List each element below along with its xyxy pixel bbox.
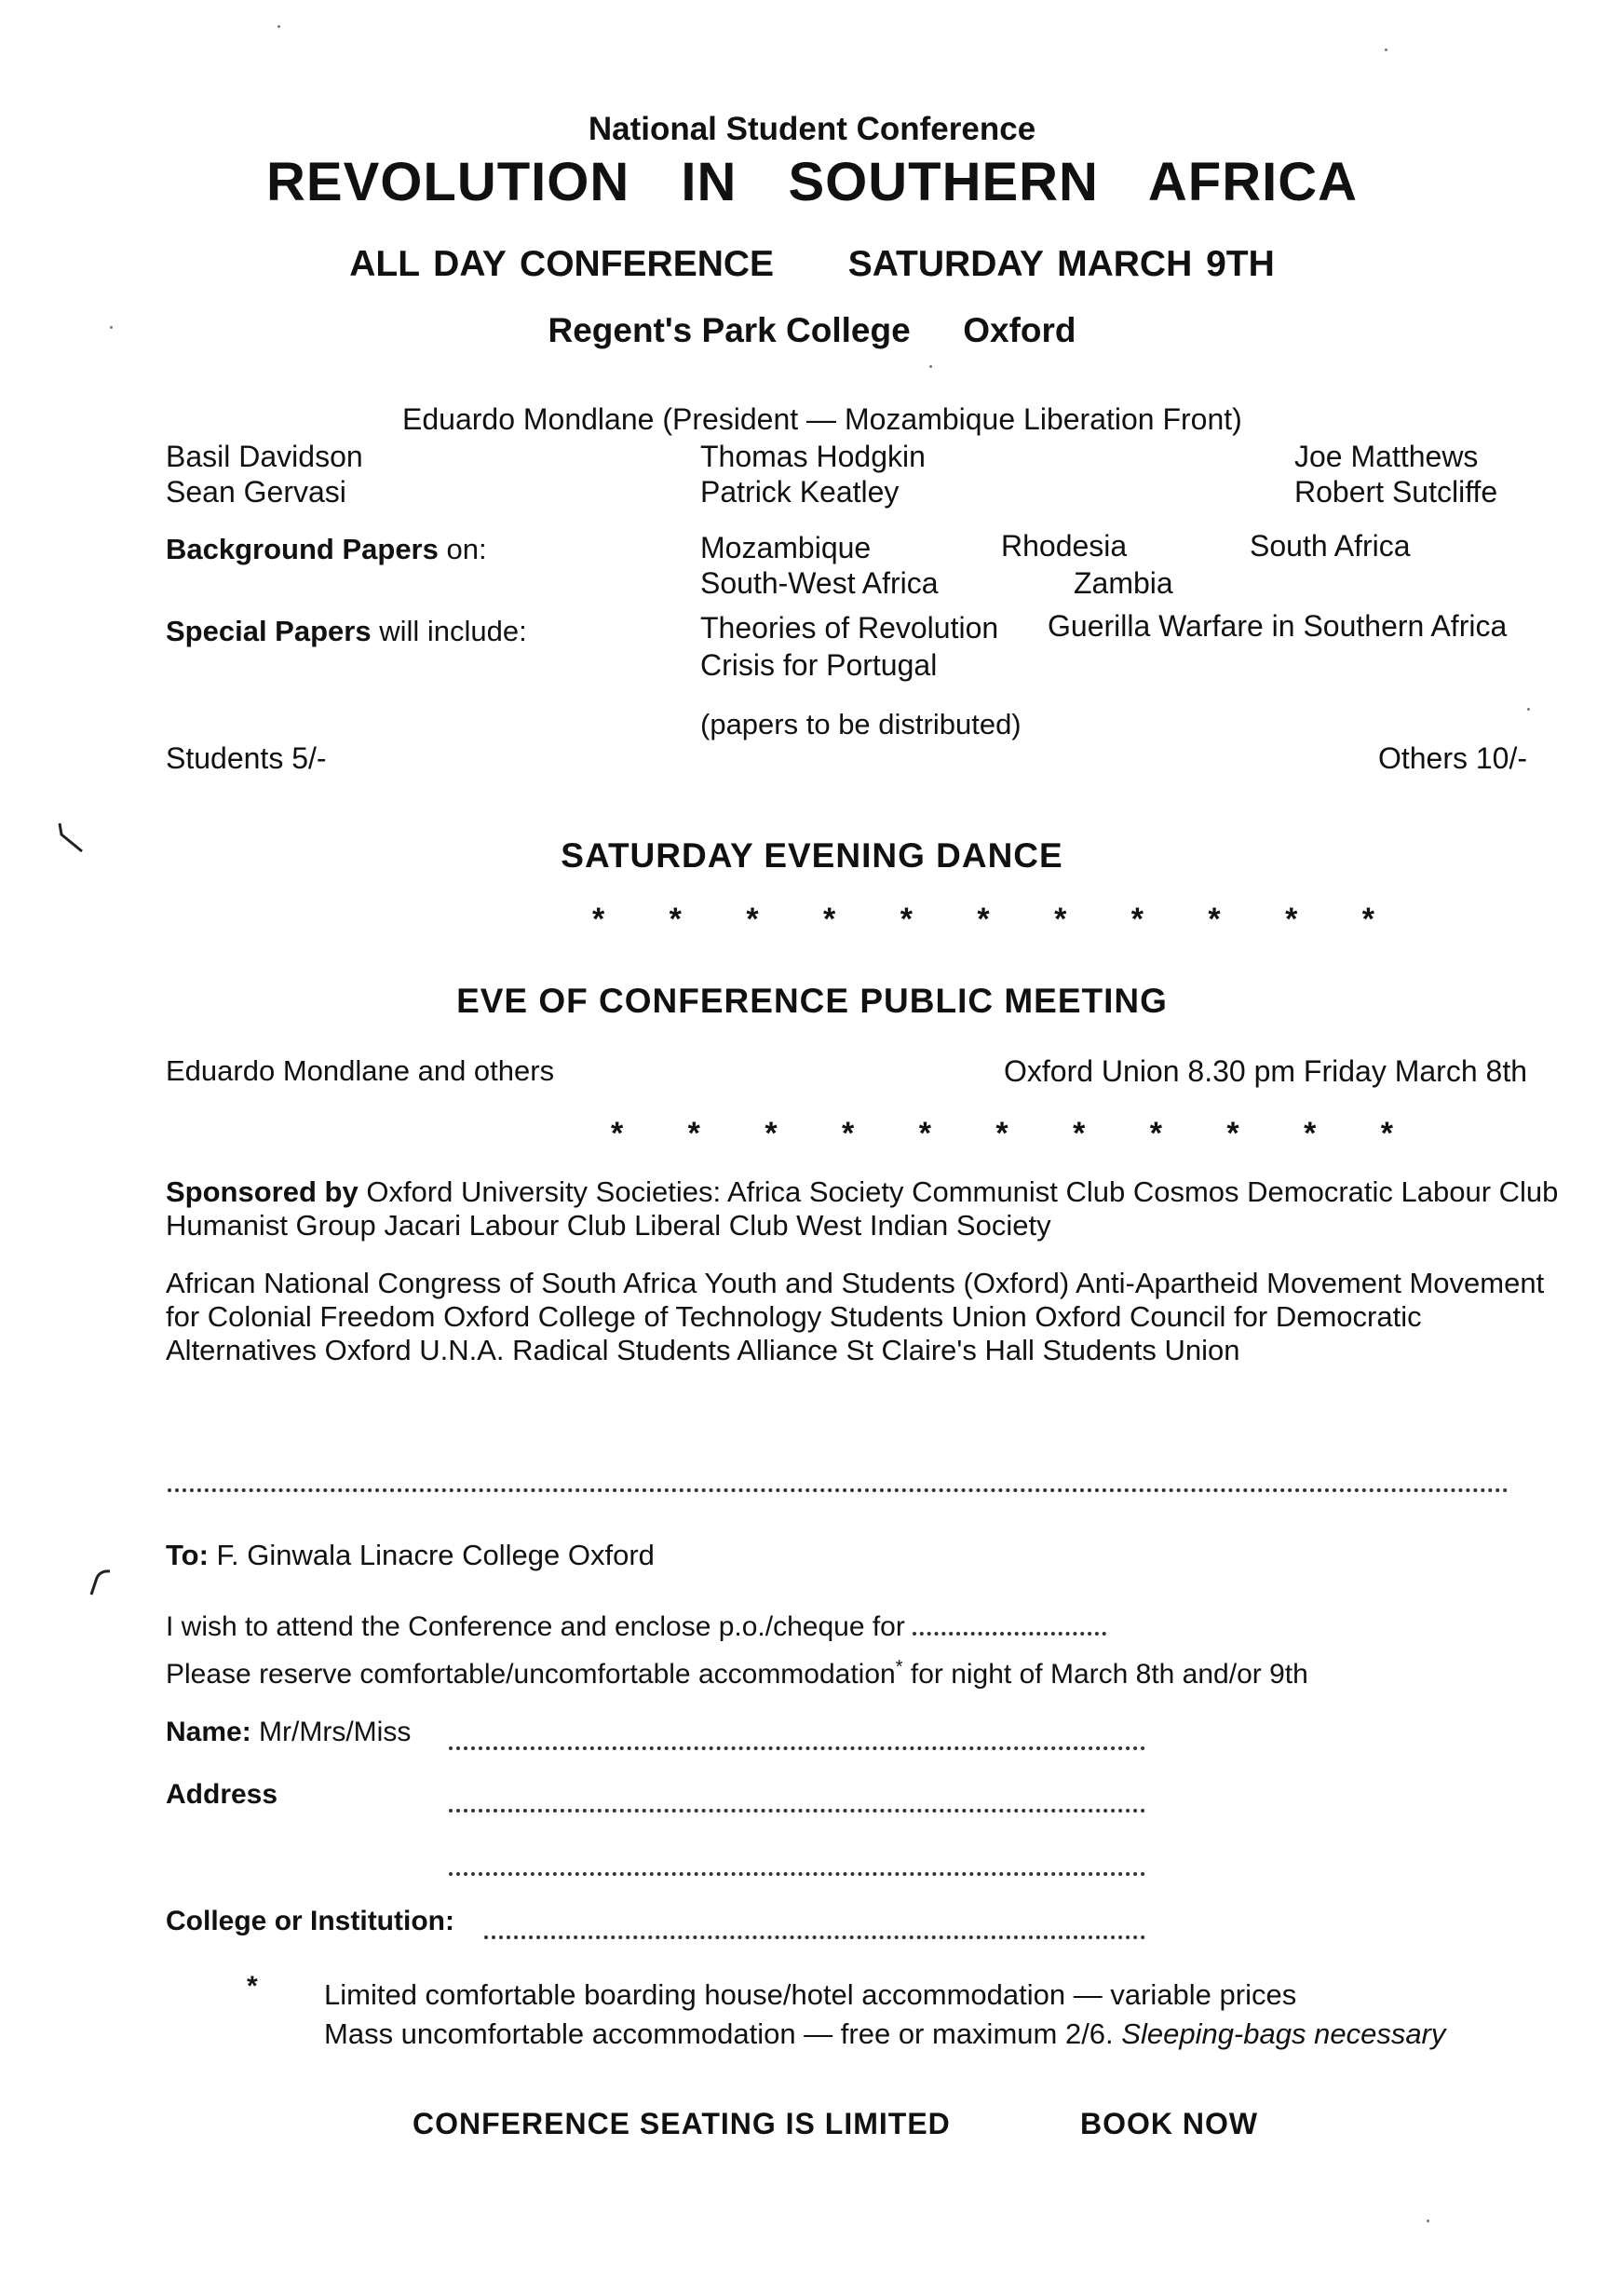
college-field[interactable]: [484, 1911, 1145, 1939]
venue-city: Oxford: [963, 311, 1076, 349]
venue-college: Regent's Park College: [548, 311, 911, 349]
paper-south-west-africa: South-West Africa: [700, 566, 939, 600]
footnote-mark: *: [247, 1971, 258, 2002]
paper-theories: Theories of Revolution: [700, 611, 999, 645]
sleeping-bags-note: Sleeping-bags necessary: [1121, 2017, 1446, 2050]
print-speck: [929, 365, 932, 368]
date-right: SATURDAY MARCH 9TH: [847, 244, 1275, 284]
print-speck: [1385, 48, 1387, 51]
form-line-accommodation: Please reserve comfortable/uncomfortable accommodation* for night of March 8th and/or 9th: [166, 1657, 1308, 1690]
sponsors-societies: [166, 1175, 1572, 1243]
footnote-line1: Limited comfortable boarding house/hotel accommodation — variable prices: [324, 1978, 1297, 2011]
papers-note: (papers to be distributed): [700, 708, 1022, 740]
sponsors-organisations: African National Congress of South Africa Youth and Students (Oxford) Anti-Apartheid Movement Movement for Colonial Freedom Oxford College of Technology Students Union Oxford Council for Democratic Alternatives Oxford U.N.A. Radical Students Alliance St Claire's Hall Students Union: [166, 1267, 1545, 1366]
page-title: REVOLUTION IN SOUTHERN AFRICA: [266, 152, 1358, 212]
to-address: F. Ginwala Linacre College Oxford: [216, 1539, 655, 1571]
eve-meeting-details: Oxford Union 8.30 pm Friday March 8th: [1003, 1054, 1527, 1088]
paper-rhodesia: Rhodesia: [1001, 529, 1128, 563]
eve-meeting-speakers: Eduardo Mondlane and others: [166, 1054, 555, 1087]
dance-title: SATURDAY EVENING DANCE: [561, 836, 1063, 875]
speaker-sutcliffe: Robert Sutcliffe: [1294, 475, 1498, 509]
speaker-matthews: Joe Matthews: [1294, 440, 1479, 473]
fee-others: Others 10/-: [1377, 741, 1527, 775]
print-speck: [1427, 2220, 1429, 2222]
address-field-line2[interactable]: [449, 1848, 1145, 1876]
footnote-line2: Mass uncomfortable accommodation — free or maximum 2/6. Sleeping-bags necessary: [324, 2017, 1446, 2050]
tear-off-line: [168, 1488, 1509, 1492]
closing-seating: CONFERENCE SEATING IS LIMITED: [413, 2107, 951, 2140]
conference-venue: [0, 311, 1624, 351]
college-label: College or Institution:: [166, 1906, 454, 1936]
pen-mark-icon: [86, 1567, 114, 1598]
lead-speaker: Eduardo Mondlane (President — Mozambique Liberation Front): [402, 402, 1242, 436]
address-label: Address: [166, 1779, 278, 1810]
sponsored-by-label: Sponsored by: [166, 1175, 359, 1208]
form-recipient: [166, 1539, 655, 1572]
conference-date: [0, 244, 1624, 286]
payment-amount-field[interactable]: [913, 1608, 1106, 1636]
print-speck: [277, 25, 280, 28]
special-papers-label: Special Papers will include:: [166, 615, 527, 647]
name-label: Name: Mr/Mrs/Miss: [166, 1717, 412, 1747]
print-speck: [1527, 708, 1530, 711]
eve-meeting-title: EVE OF CONFERENCE PUBLIC MEETING: [456, 982, 1168, 1020]
closing-book-now: BOOK NOW: [1080, 2107, 1259, 2140]
date-left: ALL DAY CONFERENCE: [349, 244, 775, 284]
name-field[interactable]: [449, 1722, 1145, 1750]
paper-mozambique: Mozambique: [700, 531, 872, 564]
to-label: To:: [166, 1539, 209, 1571]
paper-crisis-portugal: Crisis for Portugal: [700, 648, 938, 682]
speaker-davidson: Basil Davidson: [166, 440, 363, 473]
fee-students: Students 5/-: [166, 741, 327, 775]
sponsor-societies-list: Oxford University Societies: Africa Society Communist Club Cosmos Democratic Labour Club Humanist Group Jacari Labour Club Liberal Club West Indian Society: [166, 1175, 1559, 1242]
form-line-payment: I wish to attend the Conference and enclose p.o./cheque for: [166, 1608, 1106, 1644]
speaker-gervasi: Sean Gervasi: [166, 475, 346, 509]
paper-zambia: Zambia: [1074, 566, 1173, 600]
conference-kicker: National Student Conference: [588, 111, 1036, 147]
paper-guerilla-warfare: Guerilla Warfare in Southern Africa: [1048, 609, 1508, 643]
address-field-line1[interactable]: [449, 1785, 1145, 1813]
star-divider: * * * * * * * * * * *: [592, 902, 1403, 937]
star-divider: * * * * * * * * * * *: [611, 1116, 1422, 1151]
paper-south-africa: South Africa: [1250, 529, 1411, 563]
speaker-hodgkin: Thomas Hodgkin: [700, 440, 926, 473]
background-papers-label: Background Papers on:: [166, 533, 487, 565]
speaker-keatley: Patrick Keatley: [700, 475, 900, 509]
